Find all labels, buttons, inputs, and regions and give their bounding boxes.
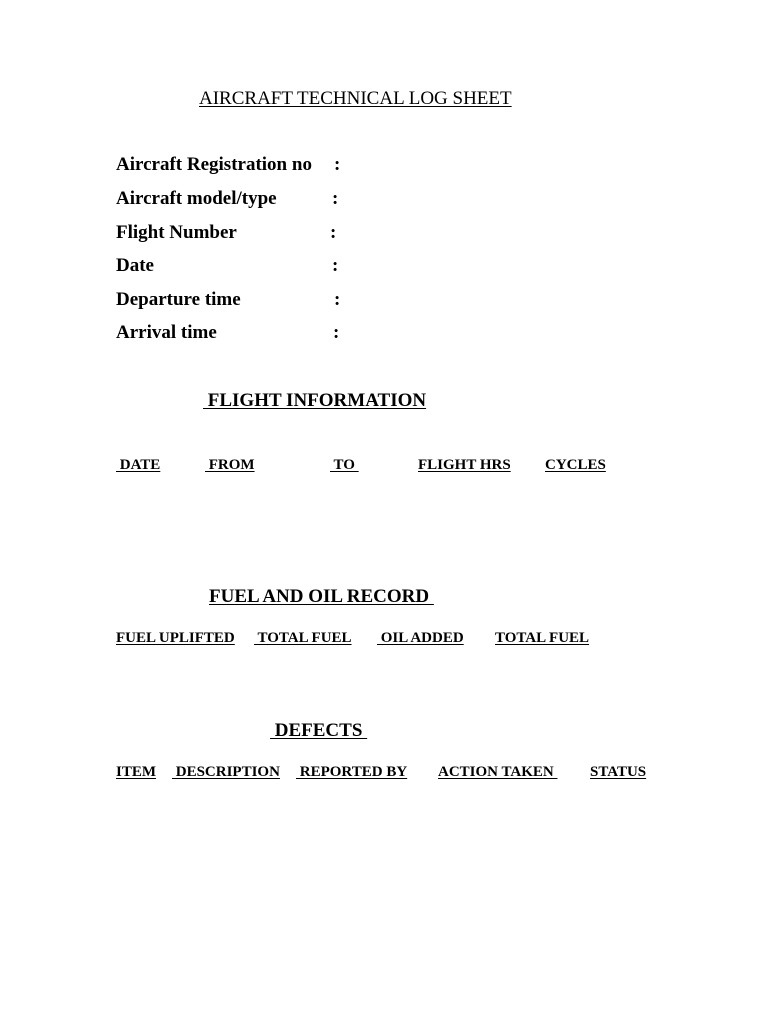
col-header-action-taken: ACTION TAKEN (438, 764, 558, 780)
field-colon-model-type: : (332, 188, 339, 209)
field-colon-date: : (332, 255, 339, 276)
col-header-description: DESCRIPTION (172, 764, 280, 780)
field-label-flight-number: Flight Number (116, 222, 237, 243)
flight-information-heading: FLIGHT INFORMATION (203, 390, 427, 411)
col-header-total-fuel-2: TOTAL FUEL (495, 630, 590, 646)
field-label-date: Date (116, 255, 154, 276)
field-colon-arrival-time: : (333, 322, 340, 343)
col-header-fuel-uplifted: FUEL UPLIFTED (116, 630, 235, 646)
col-header-oil-added: OIL ADDED (377, 630, 464, 646)
col-header-total-fuel-1: TOTAL FUEL (254, 630, 352, 646)
flight-information-header-row (0, 457, 768, 477)
col-header-status: STATUS (590, 764, 647, 780)
col-header-from: FROM (205, 457, 255, 473)
field-colon-departure-time: : (334, 289, 341, 310)
field-colon-flight-number: : (330, 222, 337, 243)
field-label-arrival-time: Arrival time (116, 322, 217, 343)
document-title: AIRCRAFT TECHNICAL LOG SHEET (199, 88, 512, 109)
col-header-item: ITEM (116, 764, 157, 780)
defects-heading: DEFECTS (270, 720, 368, 741)
col-header-to: TO (330, 457, 359, 473)
field-label-registration: Aircraft Registration no (116, 154, 312, 175)
col-header-reported-by: REPORTED BY (296, 764, 408, 780)
defects-header-row (0, 764, 768, 784)
fuel-oil-record-heading: FUEL AND OIL RECORD (209, 586, 434, 607)
fuel-oil-header-row (0, 630, 768, 650)
col-header-flight-hrs: FLIGHT HRS (418, 457, 511, 473)
field-label-departure-time: Departure time (116, 289, 241, 310)
col-header-cycles: CYCLES (545, 457, 606, 473)
field-colon-registration: : (334, 154, 341, 175)
field-label-model-type: Aircraft model/type (116, 188, 277, 209)
col-header-date: DATE (116, 457, 161, 473)
